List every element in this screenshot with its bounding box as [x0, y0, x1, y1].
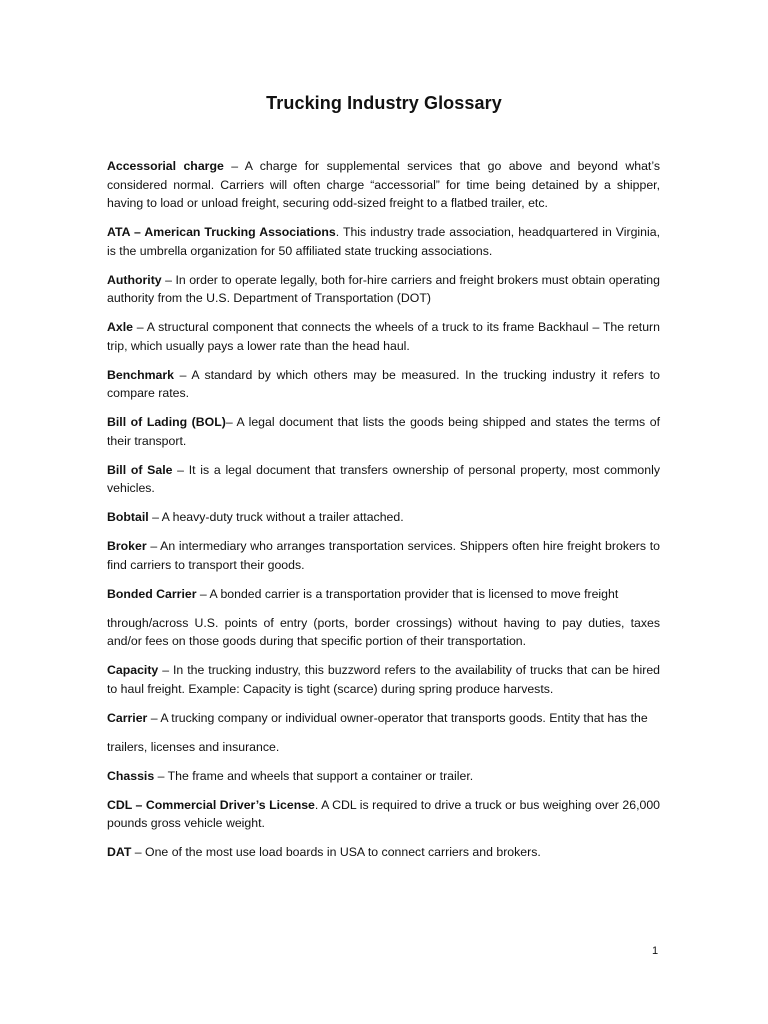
glossary-definition: – An intermediary who arranges transportation services. Shippers often hire freight brokers to find carriers to transport their goods. — [107, 539, 660, 572]
glossary-term: Capacity — [107, 663, 159, 677]
glossary-term: Bill of Sale — [107, 462, 173, 477]
glossary-entry-continuation — [107, 738, 660, 757]
glossary-definition: – A heavy-duty truck without a trailer attached. — [148, 510, 404, 524]
glossary-entry — [107, 661, 660, 698]
glossary-entry — [107, 537, 660, 574]
glossary-definition: . A CDL is required to drive a truck or bus weighing over 26,000 pounds gross vehicle weight. — [107, 797, 661, 830]
glossary-definition: through/across U.S. points of entry (ports, border crossings) without having to pay duties, taxes and/or fees on those goods during that specific portion of their transportation. — [107, 615, 660, 648]
glossary-term: DAT — [107, 845, 132, 859]
glossary-entry — [107, 271, 660, 308]
glossary-entry — [107, 585, 660, 604]
glossary-definition: – A trucking company or individual owner-operator that transports goods. Entity that has the — [147, 710, 648, 725]
glossary-definition: – In the trucking industry, this buzzword refers to the availability of trucks that can be hired to haul freight. Example: Capacity is tight (scarce) during spring produce harvests. — [107, 663, 660, 696]
glossary-entry — [107, 709, 660, 728]
glossary-entry — [107, 318, 660, 355]
page-number: 1 — [652, 945, 659, 957]
glossary-term: CDL – Commercial Driver’s License — [107, 797, 315, 812]
page-title: Trucking Industry Glossary — [266, 93, 502, 113]
glossary-entry — [107, 508, 660, 527]
glossary-entry — [107, 157, 660, 213]
glossary-definition: – A bonded carrier is a transportation provider that is licensed to move freight — [196, 586, 619, 601]
glossary-term: Broker — [107, 539, 147, 553]
glossary-term: Authority — [107, 272, 162, 287]
glossary-term: Chassis — [107, 768, 155, 783]
glossary-definition: – One of the most use load boards in USA to connect carriers and brokers. — [131, 845, 541, 859]
glossary-entry — [107, 413, 660, 450]
glossary-term: Bobtail — [107, 510, 149, 524]
glossary-body — [107, 157, 660, 872]
glossary-term: Axle — [107, 320, 133, 334]
glossary-definition: – A charge for supplemental services that go above and beyond what’s considered normal. Carriers will often charge “accessorial” for time being detained by a shipper, having to load or unload freight, securing odd-sized freight to a flatbed trailer, etc. — [107, 159, 660, 210]
glossary-definition: – The frame and wheels that support a container or trailer. — [154, 768, 474, 783]
glossary-definition: trailers, licenses and insurance. — [107, 739, 280, 754]
glossary-definition: . This industry trade association, headquartered in Virginia, is the umbrella organization for 50 affiliated state trucking associations. — [107, 225, 660, 258]
glossary-definition: – A legal document that lists the goods being shipped and states the terms of their transport. — [107, 415, 660, 448]
glossary-term: Accessorial charge — [107, 159, 224, 173]
glossary-definition: – A standard by which others may be measured. In the trucking industry it refers to compare rates. — [107, 367, 660, 400]
glossary-definition: – In order to operate legally, both for-hire carriers and freight brokers must obtain operating authority from the U.S. Department of Transportation (DOT) — [107, 272, 660, 305]
glossary-term: ATA – American Trucking Associations — [107, 225, 336, 239]
glossary-term: Benchmark — [107, 367, 174, 382]
glossary-entry — [107, 796, 660, 833]
glossary-entry-continuation — [107, 614, 660, 651]
glossary-definition: – It is a legal document that transfers ownership of personal property, most commonly vehicles. — [107, 462, 660, 495]
glossary-entry — [107, 767, 660, 786]
glossary-entry — [107, 223, 660, 260]
glossary-entry — [107, 366, 660, 403]
glossary-definition: – A structural component that connects the wheels of a truck to its frame Backhaul – The return trip, which usually pays a lower rate than the head haul. — [107, 320, 660, 353]
glossary-entry — [107, 843, 660, 862]
glossary-entry — [107, 461, 660, 498]
glossary-term: Bonded Carrier — [107, 586, 197, 601]
glossary-term: Carrier — [107, 710, 148, 725]
glossary-term: Bill of Lading (BOL) — [107, 415, 226, 429]
